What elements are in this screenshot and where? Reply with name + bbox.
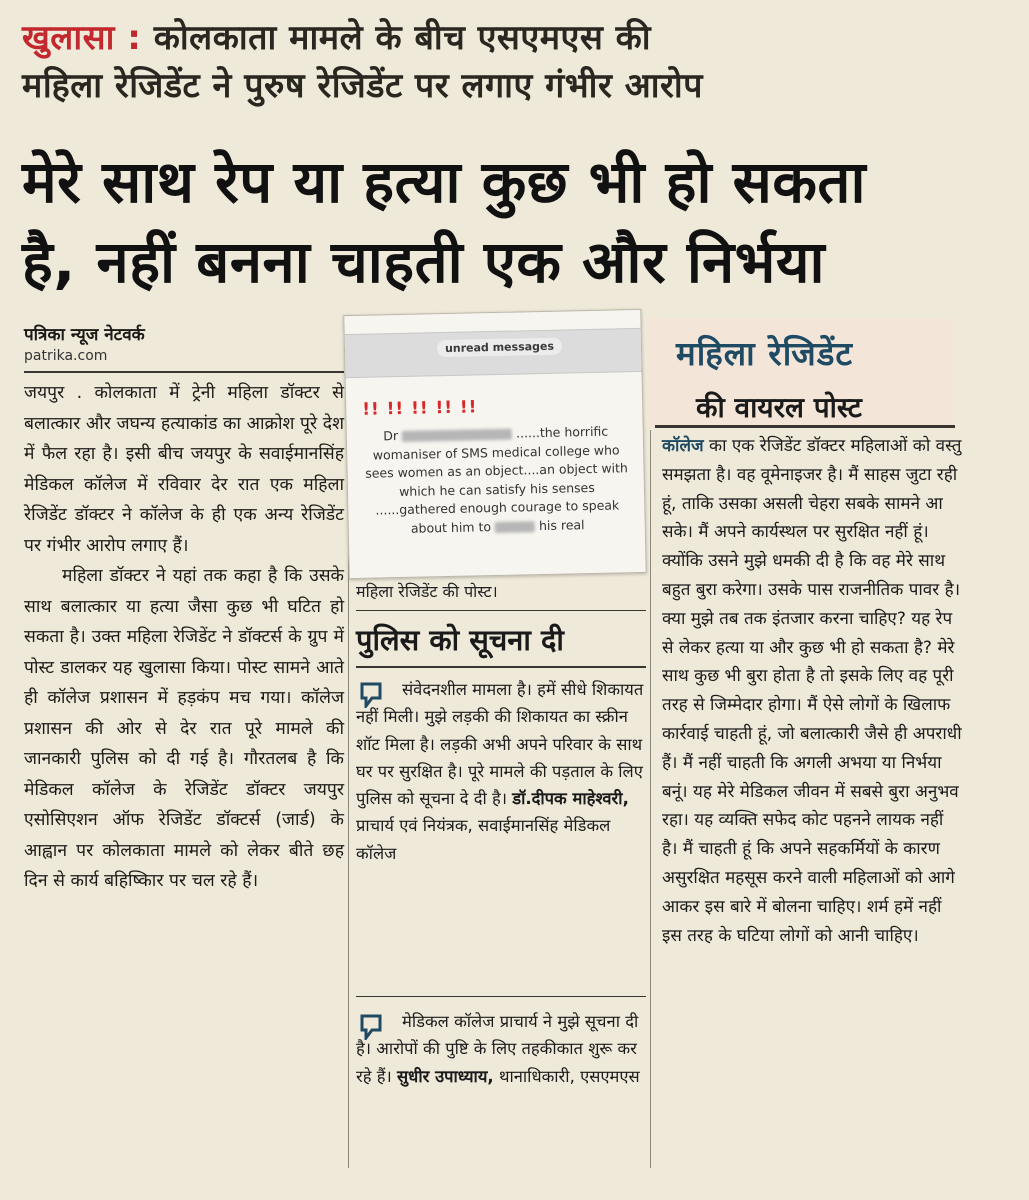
police-quote-2 [356,1008,648,1090]
image-caption: महिला रेजिडेंट की पोस्ट। [356,582,498,601]
police-heading: पुलिस को सूचना दी [356,623,564,657]
headline-line-2: है, नहीं बनना चाहती एक और निर्भया [22,228,826,296]
headline [22,142,1012,302]
viral-post-rule [655,425,955,428]
byline: पत्रिका न्यूज नेटवर्क [24,325,145,345]
quote-2-name: सुधीर उपाध्याय, [397,1066,494,1086]
viral-post-body: का एक रेजिडेंट डॉक्टर महिलाओं को वस्तु समझता है। वह वूमेनाइजर है। मैं साहस जुटा रही हूं, ताकि उसका असली चेहरा सबके सामने आ सके। मैं अपने कार्यस्थल पर सुरक्षित नहीं हूं। क्योंकि उसने मुझे धमकी दी है कि वह मेरे साथ बहुत बुरा करेगा। उसके पास राजनीतिक पावर है। क्या मुझे तब तक इंतजार करना चाहिए? यह रेप से लेकर हत्या या और कुछ भी हो सकता है? मेरे साथ कुछ भी बुरा होता है तो इसके लिए वह पूरी तरह से जिम्मेदार होगा। मैं ऐसे लोगों के खिलाफ कार्रवाई चाहती हूं, जो बलात्कारी जैसे ही अपराधी हैं। मैं नहीं चाहती कि अगली अभया या निर्भया बनूं। यह मेरे मेडिकल जीवन में सबसे बुरा अनुभव रहा। यह व्यक्ति सफेद कोट पहनने लायक नहीं है। मैं चाहती हूं कि अपने सहकर्मियों के कारण असुरक्षित महसूस करने वाली महिलाओं को आगे आकर इस बारे में बोलना चाहिए। शर्म हमें नहीं इस तरह के घटिया लोगों को आनी चाहिए। [662,436,962,946]
quote-1-role: प्राचार्य एवं नियंत्रक, सवाईमानसिंह मेडिकल कॉलेज [356,816,611,863]
screenshot-dr: Dr [383,428,399,444]
quote-2-text: मेडिकल कॉलेज प्राचार्य ने मुझे सूचना दी है। आरोपों की पुष्टि के लिए तहकीकात शुरू कर रहे हैं। [356,1012,639,1086]
kicker [22,14,1012,110]
page-edge-marks [0,270,10,470]
caption-rule [356,610,646,611]
headline-line-1: मेरे साथ रेप या हत्या कुछ भी हो सकता [22,148,866,216]
unread-messages-pill: unread messages [437,338,562,358]
kicker-tag: खुलासा : [22,18,142,58]
viral-post-title-1: महिला रेजिडेंट [676,334,854,373]
byline-rule [24,371,344,373]
screenshot-image [343,309,646,579]
kicker-line-2: महिला रेजिडेंट ने पुरुष रेजिडेंट पर लगाए गंभीर आरोप [22,66,703,106]
police-quote-1 [356,676,648,867]
police-heading-rule [356,666,646,668]
viral-post-text [662,432,962,950]
viral-post-title-2: की वायरल पोस्ट [696,391,862,424]
quote-divider [356,996,646,997]
redacted-word [495,521,535,533]
screenshot-text [363,422,631,539]
screenshot-text-2: his real [538,516,585,533]
kicker-line-1: कोलकाता मामले के बीच एसएमएस की [153,18,652,58]
article-body [24,378,344,897]
article-para-1: जयपुर . कोलकाता में ट्रेनी महिला डॉक्टर से बलात्कार और जघन्य हत्याकांड का आक्रोश पूरे देश में फैल रहा है। इसी बीच जयपुर के सवाईमानसिंह मेडिकल कॉलेज में रविवार देर रात एक महिला रेजिडेंट डॉक्टर ने कॉलेज के ही एक अन्य रेजिडेंट पर गंभीर आरोप लगाए हैं। [24,383,344,556]
byline-site: patrika.com [24,348,108,364]
screenshot-alert: !! !! !! !! !! [362,397,478,420]
redacted-name [402,429,512,442]
article-para-2: महिला डॉक्टर ने यहां तक कहा है कि उसके साथ बलात्कार या हत्या जैसा कुछ भी घटित हो सकता है। उक्त महिला रेजिडेंट ने डॉक्टर्स के ग्रुप में पोस्ट डालकर यह खुलासा किया। पोस्ट सामने आते ही कॉलेज प्रशासन में हड़कंप मच गया। कॉलेज प्रशासन की ओर से देर रात पूरे मामले की जानकारी पुलिस को दी गई है। गौरतलब है कि मेडिकल कॉलेज के रेजिडेंट डॉक्टर जयपुर एसोसिएशन ऑफ रेजिडेंट डॉक्टर्स (जार्ड) के आह्वान पर कोलकाता मामले को लेकर बीते छह दिन से कार्य बहिष्किार पर चल रहे हैं। [24,566,344,891]
column-divider-right [650,430,651,1168]
screenshot-text-1: ......the horrific womaniser of SMS medical college who sees women as an object....an object with which he can satisfy his senses ......gathered enough courage to speak about him to [365,423,629,536]
quote-1-text: संवेदनशील मामला है। हमें सीधे शिकायत नहीं मिली। मुझे लड़की की शिकायत का स्क्रीन शॉट मिला है। लड़की अभी अपने परिवार के साथ घर पर सुरक्षित है। पूरे मामले की पड़ताल के लिए पुलिस को सूचना दे दी है। [356,680,644,809]
quote-2-role: थानाधिकारी, एसएमएस [498,1066,640,1086]
quote-1-name: डॉ.दीपक माहेश्वरी, [512,789,629,809]
viral-post-lead: कॉलेज [662,436,704,456]
